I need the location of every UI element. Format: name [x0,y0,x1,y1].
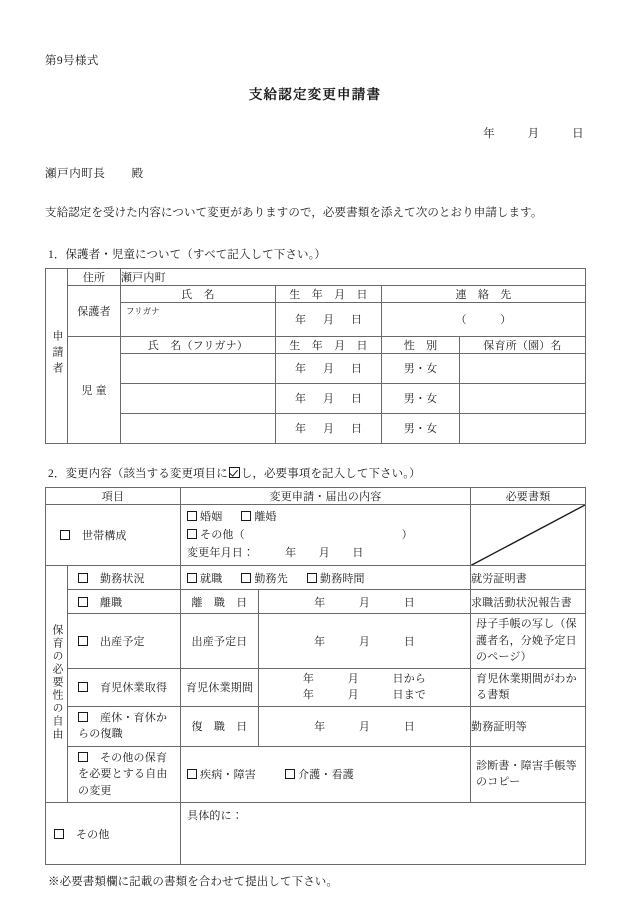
checkbox-icon[interactable] [78,573,88,583]
household-options-cell[interactable] [181,504,471,565]
item-expected-birth[interactable] [68,614,181,669]
other-care-options-cell[interactable] [181,746,471,803]
change-date-label: 変更年月日： [187,547,255,560]
item-return-from-leave[interactable] [68,706,181,746]
form-sheet [45,55,585,889]
child-nursery-field[interactable] [460,413,586,443]
docs-maternity-handbook: 母子手帳の写し（保護者名，分娩予定日のページ） [471,614,586,669]
period-from: 年 月 日から [302,672,427,685]
option-employment[interactable] [187,570,222,586]
child-name-field[interactable] [121,383,276,413]
section1 [45,246,585,444]
table-row [46,336,586,353]
checkbox-icon[interactable] [187,769,197,779]
col-gender-header: 性 別 [382,336,460,353]
item-label: 出産予定 [99,635,145,648]
change-content-table [45,487,586,865]
field-label-return-date: 復 職 日 [181,706,259,746]
guardian-birth-ymd: 年 月 日 [295,314,365,327]
date-month-label: 月 [527,127,540,140]
household-option-row [187,508,464,544]
child-birth-ymd: 年 月 日 [295,423,365,436]
checkbox-icon[interactable] [187,511,197,521]
table-row [46,803,586,865]
item-work-status[interactable] [68,566,181,590]
child-gender-field[interactable]: 男・女 [382,353,460,383]
child-nursery-field[interactable] [460,383,586,413]
col-nursery-header: 保育所（園）名 [460,336,586,353]
table-row [46,566,586,590]
address-label: 住所 [68,268,121,285]
change-date-ymd[interactable]: 年 月 日 [285,547,364,560]
docs-job-search-report: 求職活動状況報告書 [471,590,586,614]
option-label: 勤務先 [254,572,288,585]
option-label: 婚姻 [200,510,223,523]
col-docs-header: 必要書類 [471,487,586,504]
checkbox-icon[interactable] [60,530,70,540]
child-birth-field[interactable] [276,413,382,443]
date-year-label: 年 [483,127,496,140]
table-row [46,302,586,336]
guardian-name-field[interactable] [121,302,276,336]
checkbox-icon[interactable] [54,829,64,839]
checkbox-icon[interactable] [78,752,88,762]
field-label-resignation-date: 離 職 日 [181,590,259,614]
option-label: 勤務時間 [319,572,365,585]
item-household-composition[interactable] [46,504,181,565]
option-label: 介護・看護 [297,769,354,782]
work-status-options-cell[interactable] [181,566,471,590]
addressee-line [45,165,585,181]
item-resignation[interactable] [68,590,181,614]
checkbox-icon[interactable] [78,636,88,646]
docs-cell-struck [471,504,586,565]
option-label: 就職 [200,572,223,585]
other-detail-field[interactable] [181,803,586,865]
checked-checkbox-icon [229,467,240,478]
child-birth-field[interactable] [276,353,382,383]
checkbox-icon[interactable] [241,511,251,521]
col-name-child-header: 氏 名（フリガナ） [121,336,276,353]
table-row [46,383,586,413]
addressee-honorific: 殿 [131,167,144,180]
child-gender-field[interactable]: 男・女 [382,413,460,443]
child-name-field[interactable] [121,413,276,443]
guardian-birth-field[interactable] [276,302,382,336]
checkbox-icon[interactable] [78,712,88,722]
col-item-header: 項目 [46,487,181,504]
section2-heading-pre: 2．変更内容（該当する変更項目に [48,467,228,480]
section2-heading [48,465,585,481]
col-birth-child-header: 生 年 月 日 [276,336,382,353]
furigana-label: フリガナ [126,305,160,316]
option-nursing-care[interactable] [285,766,354,782]
guardian-contact-field[interactable] [382,302,586,336]
item-label: その他 [75,828,110,841]
option-divorce[interactable] [241,508,276,526]
item-childcare-leave[interactable] [68,668,181,706]
care-need-vertical-label: 保育の必要性の自由 [46,566,68,803]
table-row [46,268,586,285]
section1-heading: 1．保護者・児童について（すべて記入して下さい。） [48,248,327,261]
table-row [46,504,586,565]
checkbox-icon[interactable] [285,769,295,779]
child-birth-ymd: 年 月 日 [295,363,365,376]
childcare-leave-period-field[interactable] [259,668,471,706]
checkbox-icon[interactable] [78,682,88,692]
option-label: その他（ ） [200,528,413,541]
checkbox-icon[interactable] [307,573,317,583]
due-date-field[interactable]: 年 月 日 [259,614,471,669]
table-row [46,487,586,504]
checkbox-icon[interactable] [241,573,251,583]
applicant-table [45,268,586,444]
table-row [46,353,586,383]
form-code: 第9号様式 [45,55,99,67]
checkbox-icon[interactable] [78,597,88,607]
address-value[interactable]: 瀬戸内町 [121,268,586,285]
applicant-vertical-label: 申請者 [46,268,68,443]
item-label: その他の保育を必要とする自由の変更 [78,751,168,797]
item-label: 離職 [99,596,123,609]
child-gender-field[interactable]: 男・女 [382,383,460,413]
option-workplace[interactable] [241,570,288,586]
docs-childcare-leave-proof: 育児休業期間がわかる書類 [471,668,586,706]
resignation-date-field[interactable]: 年 月 日 [259,590,471,614]
household-change-date-row [187,544,464,562]
detail-label: 具体的に： [187,810,243,823]
child-nursery-field[interactable] [460,353,586,383]
table-row [46,746,586,803]
option-label: 疾病・障害 [200,769,256,782]
child-name-field[interactable] [121,353,276,383]
table-row [46,706,586,746]
period-to: 年 月 日まで [302,689,427,702]
date-day-label: 日 [572,127,584,140]
docs-work-proof: 勤務証明等 [471,706,586,746]
field-label-due-date: 出産予定日 [181,614,259,669]
child-birth-ymd: 年 月 日 [295,393,365,406]
contact-parens: （ ） [455,314,512,327]
section2 [45,465,585,889]
option-illness-disability[interactable] [187,766,256,782]
item-label: 育児休業取得 [99,682,168,695]
return-date-field[interactable]: 年 月 日 [259,706,471,746]
col-content-header: 変更申請・届出の内容 [181,487,471,504]
child-label: 児童 [68,336,121,443]
item-label: 世帯構成 [81,530,127,542]
col-contact-header: 連 絡 先 [382,285,586,302]
docs-medical-certificate: 診断書・障害手帳等のコピー [471,746,586,803]
col-name-header: 氏 名 [121,285,276,302]
child-birth-field[interactable] [276,383,382,413]
col-birth-header: 生 年 月 日 [276,285,382,302]
item-other[interactable] [46,803,181,865]
table-row [46,413,586,443]
option-other[interactable] [187,526,413,544]
document-title: 支給認定変更申請書 [248,86,382,102]
option-work-hours[interactable] [307,570,365,586]
option-marriage[interactable] [187,508,222,526]
footer-note: ※必要書類欄に記載の書類を合わせて提出して下さい。 [48,876,338,889]
table-row [46,614,586,669]
date-line [45,125,585,141]
option-label: 離婚 [254,510,277,523]
intro-paragraph: 支給認定を受けた内容について変更がありますので，必要書類を添えて次のとおり申請します。 [45,206,543,219]
table-row [46,590,586,614]
table-row [46,285,586,302]
section2-heading-post: し，必要事項を記入して下さい。） [240,467,421,480]
item-label: 勤務状況 [99,572,145,585]
field-label-childcare-leave-period: 育児休業期間 [181,668,259,706]
item-other-care-reason[interactable] [68,746,181,803]
guardian-label: 保護者 [68,285,121,336]
addressee-name: 瀬戸内町長 [45,167,106,180]
checkbox-icon[interactable] [187,529,197,539]
docs-work-certificate: 就労証明書 [471,566,586,590]
item-label: 産休・育休からの復職 [78,711,168,741]
checkbox-icon[interactable] [187,573,197,583]
table-row [46,668,586,706]
